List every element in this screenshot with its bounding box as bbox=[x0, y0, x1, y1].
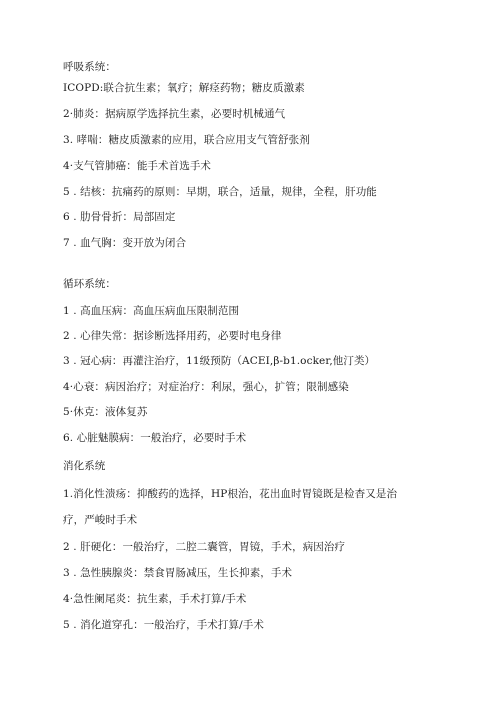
list-item: 2 . 心律失常：据诊断选择用药，必要时电身律 bbox=[63, 330, 282, 342]
section-heading-digestive: 消化系统 bbox=[63, 460, 106, 472]
section-heading-respiratory: 呼吸系统： bbox=[63, 61, 116, 73]
list-item: 1.消化性溃疡：抑酸药的选择，HP根治，花出血时胃镜既是检杳又是治 bbox=[63, 488, 398, 500]
list-item: 4·急性阑尾炎：抗生素，手术打算/手术 bbox=[63, 593, 247, 605]
section-heading-circulatory: 循环系统： bbox=[63, 278, 116, 290]
list-item: 7 . 血气胸：变开放为闭合 bbox=[63, 237, 187, 249]
list-item: 3 . 急性胰腺炎：禁食胃肠减压，生长抑素，手术 bbox=[63, 567, 293, 579]
list-item: 5·休克：液体复苏 bbox=[63, 406, 148, 418]
list-item: ICOPD:联合抗生素；氧疗；解痉药物；糖皮质激素 bbox=[63, 82, 305, 94]
list-item: 3. 哮喘：糖皮质激素的应用，联合应用支气管舒张剂 bbox=[63, 134, 310, 146]
list-item: 6 . 肋骨骨折：局部固定 bbox=[63, 211, 176, 223]
list-item: 4·支气管肺癌：能手术首选手术 bbox=[63, 160, 212, 172]
list-item: 2·肺炎：据病原学选择抗生素，必要时机械通气 bbox=[63, 108, 286, 120]
list-item: 1 . 高血压病：高血压病血压限制范围 bbox=[63, 305, 240, 317]
list-item: 5 . 消化道穿孔：一般治疗，手术打算/手术 bbox=[63, 619, 264, 631]
list-item: 6. 心脏魅膜病：一般治疗，必要时手术 bbox=[63, 432, 247, 444]
list-item: 4·心衰：病因治疗；对症治疗：利尿，强心，扩管；限制感染 bbox=[63, 381, 349, 393]
list-item: 3 . 冠心病：再灌注治疗，11级预防（ACEI,β-b1.ocker,他汀类） bbox=[63, 355, 376, 367]
list-item: 2 . 肝硬化：一般治疗，二腔二囊管，胃镜，手术，病因治疗 bbox=[63, 541, 346, 553]
list-item: 5 . 结核：抗痛药的原则：早期，联合，适量，规律，全程，肝功能 bbox=[63, 186, 377, 198]
list-item-continuation: 疗，严峻时手术 bbox=[63, 514, 138, 526]
